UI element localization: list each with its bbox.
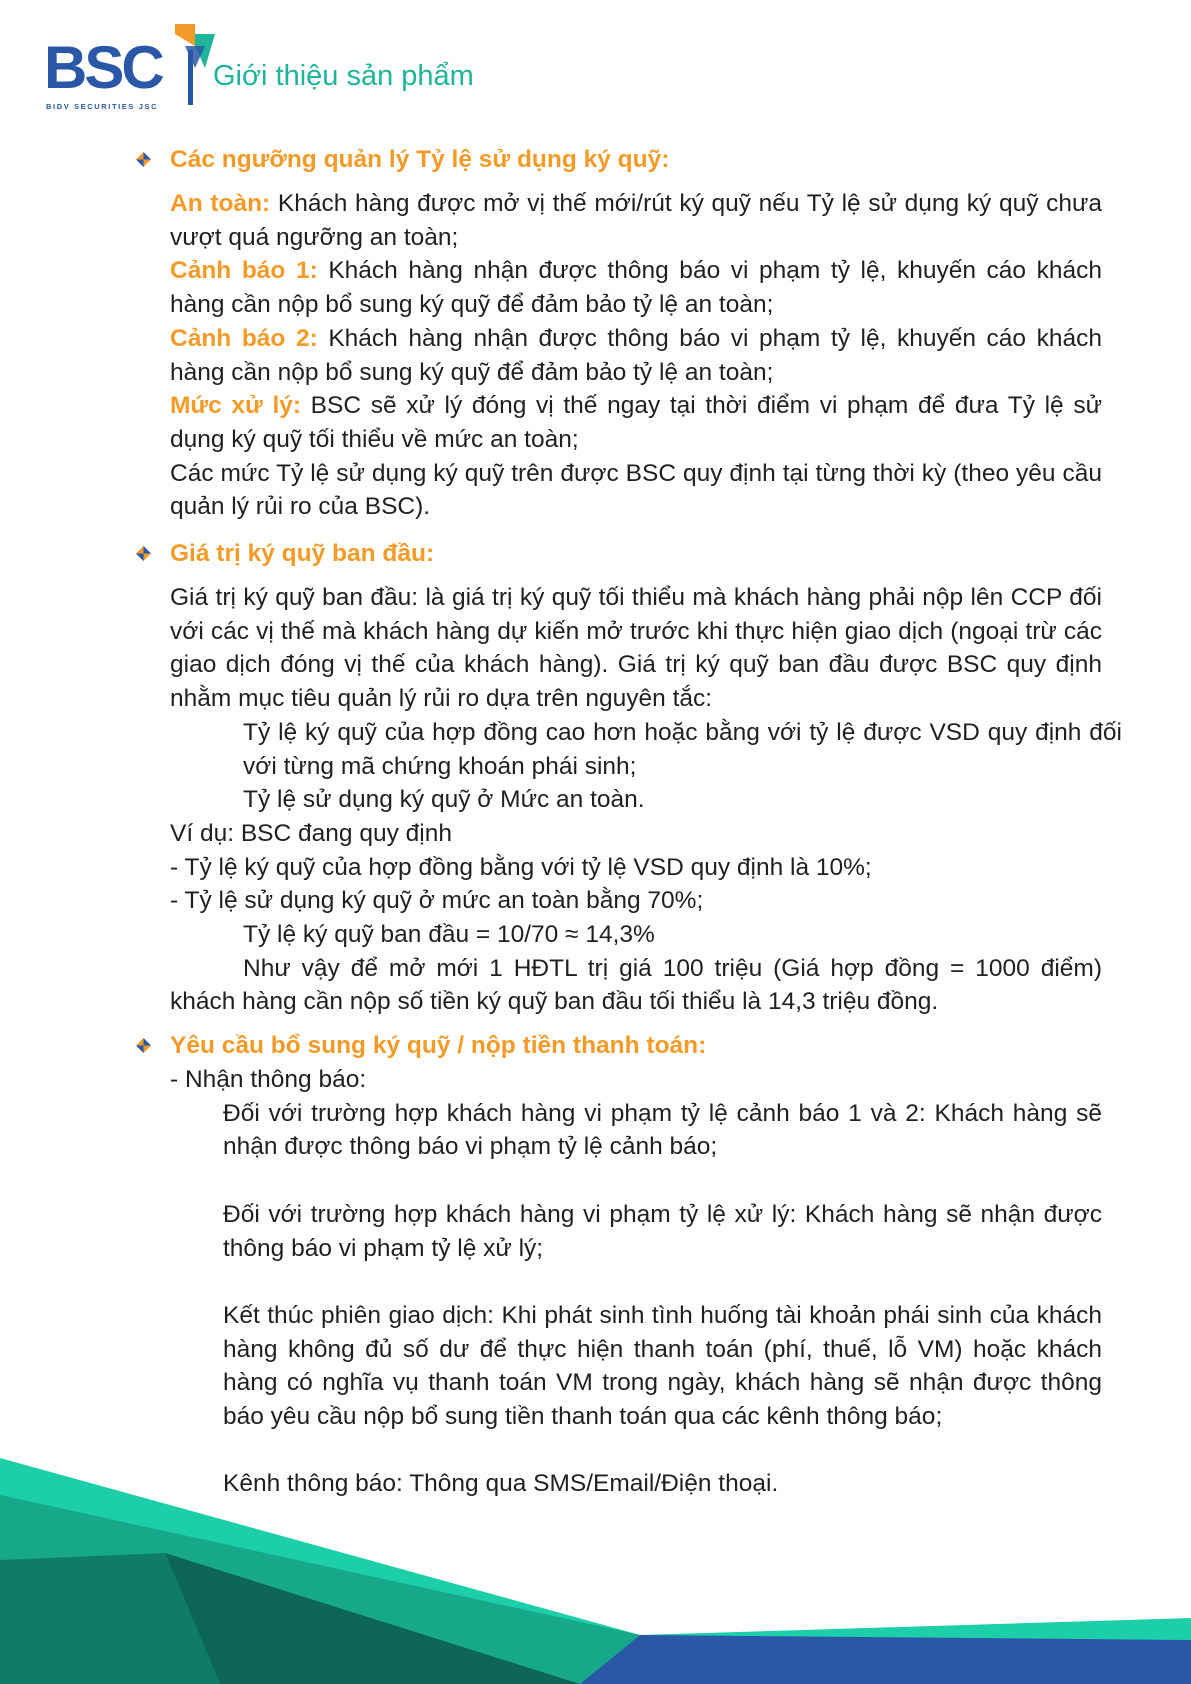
principle-item: Tỷ lệ sử dụng ký quỹ ở Mức an toàn. bbox=[243, 786, 645, 814]
formula-line: Tỷ lệ ký quỹ ban đầu = 10/70 ≈ 14,3% bbox=[243, 921, 655, 949]
threshold-item bbox=[170, 187, 1102, 254]
logo-subtitle: BIDV SECURITIES JSC bbox=[46, 102, 159, 111]
example-line: - Tỷ lệ sử dụng ký quỹ ở mức an toàn bằng 70%; bbox=[170, 887, 704, 915]
margin-call-block bbox=[170, 1063, 1102, 1501]
threshold-text: Khách hàng nhận được thông báo vi phạm tỷ lệ, khuyến cáo khách hàng cần nộp bổ sung ký quỹ để đảm bảo tỷ lệ an toàn; bbox=[170, 324, 1102, 386]
margin-thresholds-block bbox=[170, 187, 1102, 524]
threshold-text: Khách hàng được mở vị thế mới/rút ký quỹ nếu Tỷ lệ sử dụng ký quỹ chưa vượt quá ngưỡng an toàn; bbox=[170, 190, 1103, 251]
threshold-item bbox=[170, 322, 1102, 389]
threshold-label: An toàn: bbox=[170, 190, 271, 217]
notification-paragraph: Kênh thông báo: Thông qua SMS/Email/Điện thoại. bbox=[223, 1470, 779, 1498]
notification-subheading: - Nhận thông báo: bbox=[170, 1066, 367, 1093]
threshold-item bbox=[170, 389, 1102, 456]
section-heading: Các ngưỡng quản lý Tỷ lệ sử dụng ký quỹ: bbox=[170, 146, 670, 173]
conclusion-line: khách hàng cần nộp số tiền ký quỹ ban đầu tối thiểu là 14,3 triệu đồng. bbox=[170, 988, 939, 1016]
threshold-text: Khách hàng nhận được thông báo vi phạm tỷ lệ, khuyến cáo khách hàng cần nộp bổ sung ký quỹ để đảm bảo tỷ lệ an toàn; bbox=[170, 257, 1102, 319]
section-heading: Yêu cầu bổ sung ký quỹ / nộp tiền thanh toán: bbox=[170, 1032, 707, 1059]
section-heading: Giá trị ký quỹ ban đầu: bbox=[170, 540, 435, 567]
notification-paragraph: Đối với trường hợp khách hàng vi phạm tỷ lệ cảnh báo 1 và 2: Khách hàng sẽ nhận được thông báo vi phạm tỷ lệ cảnh báo; bbox=[223, 1099, 1102, 1161]
conclusion-line: Như vậy để mở mới 1 HĐTL trị giá 100 triệu (Giá hợp đồng = 1000 điểm) bbox=[243, 954, 1102, 982]
page-title: Giới thiệu sản phẩm bbox=[213, 60, 474, 92]
diamond-bullet-icon bbox=[136, 152, 151, 167]
notification-paragraph: Đối với trường hợp khách hàng vi phạm tỷ lệ xử lý: Khách hàng sẽ nhận được thông báo vi phạm tỷ lệ xử lý; bbox=[223, 1200, 1102, 1262]
diamond-bullet-icon bbox=[136, 1038, 151, 1053]
example-title: Ví dụ: BSC đang quy định bbox=[170, 819, 452, 847]
footer-decoration bbox=[0, 1440, 1191, 1684]
notification-paragraph: Kết thúc phiên giao dịch: Khi phát sinh tình huống tài khoản phái sinh của khách hàng không đủ số dư để thực hiện thanh toán (phí, thuế, lỗ VM) hoặc khách hàng có nghĩa vụ thanh toán VM trong ngày, khách hàng sẽ nhận được thông báo yêu cầu nộp bổ sung tiền thanh toán qua các kênh thông báo; bbox=[223, 1301, 1102, 1430]
threshold-note: Các mức Tỷ lệ sử dụng ký quỹ trên được BSC quy định tại từng thời kỳ (theo yêu cầu quản lý rủi ro của BSC). bbox=[170, 459, 1102, 521]
threshold-label: Mức xử lý: bbox=[170, 392, 302, 420]
initial-margin-block bbox=[170, 581, 1122, 1019]
logo-text: BSC bbox=[44, 34, 162, 101]
example-line: - Tỷ lệ ký quỹ của hợp đồng bằng với tỷ lệ VSD quy định là 10%; bbox=[170, 853, 872, 881]
initial-margin-intro: Giá trị ký quỹ ban đầu: là giá trị ký quỹ tối thiểu mà khách hàng phải nộp lên CCP đối với các vị thế mà khách hàng dự kiến mở trước khi thực hiện giao dịch (ngoại trừ các giao dịch đóng vị thế của khách hàng). Giá trị ký quỹ ban đầu được BSC quy định nhằm mục tiêu quản lý rủi ro dựa trên nguyên tắc: bbox=[170, 584, 1102, 713]
threshold-item bbox=[170, 254, 1102, 321]
diamond-bullet-icon bbox=[136, 546, 151, 561]
threshold-text: BSC sẽ xử lý đóng vị thế ngay tại thời điểm vi phạm để đưa Tỷ lệ sử dụng ký quỹ tối thiểu về mức an toàn; bbox=[170, 392, 1102, 453]
principle-item: Tỷ lệ ký quỹ của hợp đồng cao hơn hoặc bằng với tỷ lệ được VSD quy định đối với từng mã chứng khoán phái sinh; bbox=[243, 718, 1122, 780]
threshold-label: Cảnh báo 2: bbox=[170, 324, 318, 352]
threshold-label: Cảnh báo 1: bbox=[170, 257, 318, 285]
